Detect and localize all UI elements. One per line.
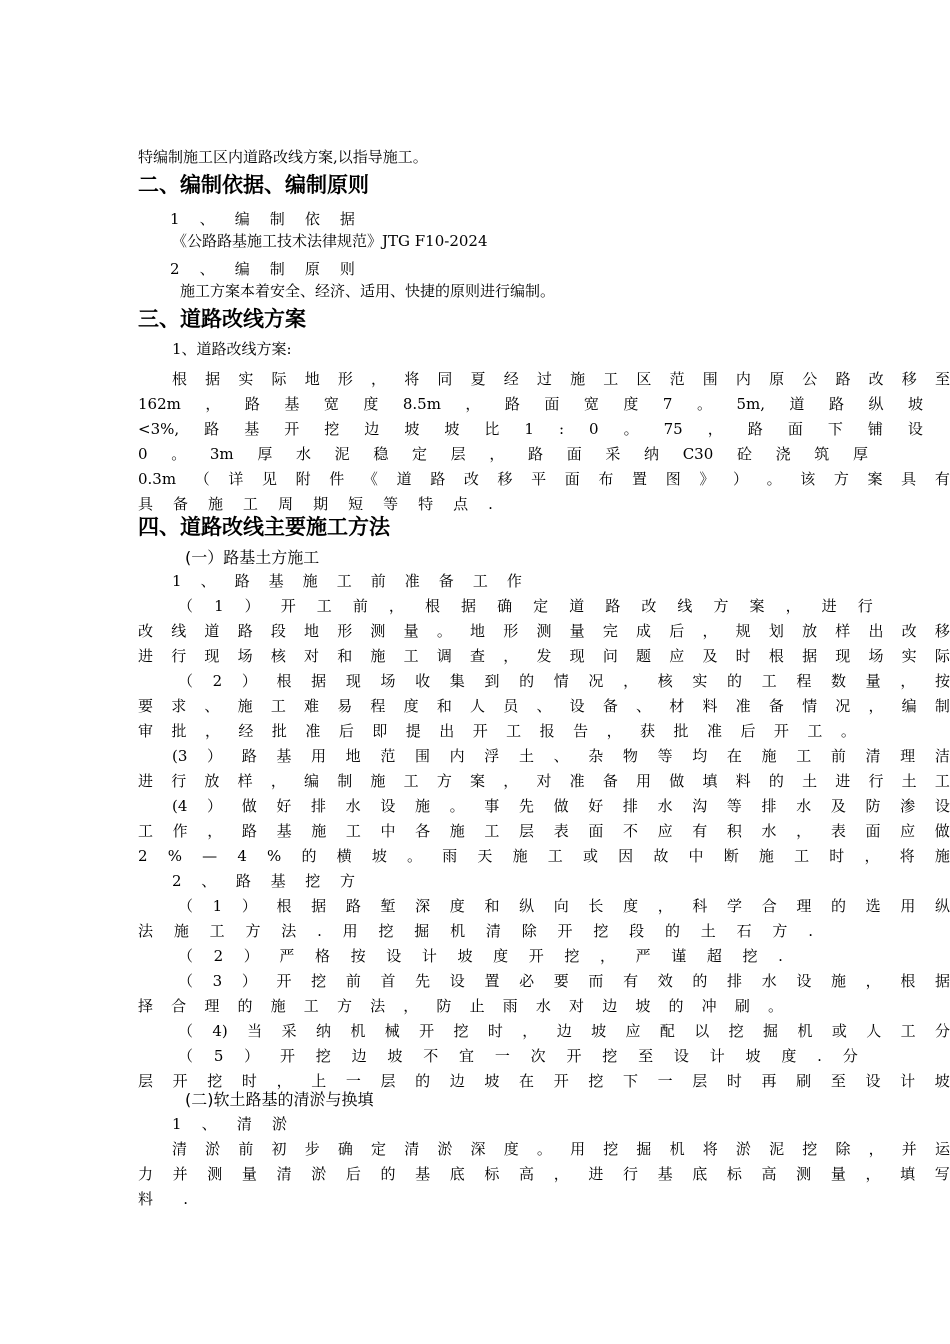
text-line: 改 线 道 路 段 地 形 测 量 。 地 形 测 量 完 成 后 ， 规 划 放 样 出 改 移: [138, 622, 950, 640]
text-line: （ 2 ） 根 据 现 场 收 集 到 的 情 况 ， 核 实 的 工 程 数 量 ， 按: [178, 672, 950, 690]
text-line: 根 据 实 际 地 形 ， 将 同 夏 经 过 施 工 区 范 围 内 原 公 路 改 移 至: [172, 370, 950, 388]
text-line: 层 开 挖 时 ， 上 一 层 的 边 坡 在 开 挖 下 一 层 时 再 刷 至 设 计 坡: [138, 1072, 950, 1090]
text-line: (4 ） 做 好 排 水 设 施 。 事 先 做 好 排 水 沟 等 排 水 及 防 渗 设: [172, 797, 950, 815]
sec2-item-1: 1 、 编 制 依 据: [170, 210, 355, 228]
text-line: 法 施 工 方 法 . 用 挖 掘 机 清 除 开 挖 段 的 土 石 方 .: [138, 922, 813, 940]
section-3-heading: 三、道路改线方案: [138, 307, 306, 331]
text-line: 162m ， 路 基 宽 度 8.5m ， 路 面 宽 度 7 。 5m, 道 路 纵 坡: [138, 395, 923, 413]
text-line: （ 1 ） 根 据 路 堑 深 度 和 纵 向 长 度 ， 科 学 合 理 的 选 用 纵: [178, 897, 950, 915]
text-line: 审 批 ， 经 批 准 后 即 提 出 开 工 报 告 ， 获 批 准 后 开 工 。: [138, 722, 856, 740]
text-line: 进 行 放 样 ， 编 制 施 工 方 案 ， 对 准 备 用 做 填 料 的 土 进 行 土 工: [138, 772, 950, 790]
text-line: 1 、 清 淤: [172, 1115, 287, 1133]
text-line: <3%, 路 基 开 挖 边 坡 坡 比 1 : 0 。 75 ， 路 面 下 铺 设: [138, 420, 923, 438]
text-line: （ 4) 当 采 纳 机 械 开 挖 时 ， 边 坡 应 配 以 挖 掘 机 或 人 工 分: [178, 1022, 950, 1040]
text-line: 力 并 测 量 清 淤 后 的 基 底 标 高 ， 进 行 基 底 标 高 测 量 ， 填 写: [138, 1165, 950, 1183]
section-2-heading: 二、编制依据、编制原则: [138, 173, 369, 197]
sec3-item-1: 1、道路改线方案:: [172, 340, 292, 358]
sec2-basis: 《公路路基施工技术法律规范》JTG F10-2024: [172, 232, 488, 250]
text-line: 具 备 施 工 周 期 短 等 特 点 .: [138, 495, 493, 513]
sec4-subheading-1: (一）路基土方施工: [185, 548, 320, 567]
text-line: 择 合 理 的 施 工 方 法 ， 防 止 雨 水 对 边 坡 的 冲 刷 。: [138, 997, 783, 1015]
text-line: 0 。 3m 厚 水 泥 稳 定 层 ， 路 面 采 纳 C30 砼 浇 筑 厚: [138, 445, 868, 463]
text-line: 0.3m （ 详 见 附 件 《 道 路 改 移 平 面 布 置 图 》 ） 。 该 方 案 具 有: [138, 470, 950, 488]
text-line: （ 1 ） 开 工 前 ， 根 据 确 定 道 路 改 线 方 案 ， 进 行: [178, 597, 873, 615]
section-4-heading: 四、道路改线主要施工方法: [138, 515, 390, 539]
text-line: 2 、 路 基 挖 方: [172, 872, 355, 890]
text-line: 2 % — 4 % 的 横 坡 。 雨 天 施 工 或 因 故 中 断 施 工 时 ， 将 施: [138, 847, 950, 865]
text-line: 清 淤 前 初 步 确 定 清 淤 深 度 。 用 挖 掘 机 将 淤 泥 挖 除 ， 并 运: [172, 1140, 950, 1158]
text-line: 要 求 、 施 工 难 易 程 度 和 人 员 、 设 备 、 材 料 准 备 情 况 ， 编 制: [138, 697, 950, 715]
sec2-principle: 施工方案本着安全、经济、适用、快捷的原则进行编制。: [180, 282, 556, 300]
text-line: (3 ） 路 基 用 地 范 围 内 浮 土 、 杂 物 等 均 在 施 工 前 清 理 洁: [172, 747, 950, 765]
text-line: 料 .: [138, 1190, 188, 1208]
text-line: 1 、 路 基 施 工 前 准 备 工 作: [172, 572, 522, 590]
intro-line: 特编制施工区内道路改线方案,以指导施工。: [138, 148, 428, 166]
text-line: （ 2 ） 严 格 按 设 计 坡 度 开 挖 ， 严 谨 超 挖 .: [178, 947, 783, 965]
text-line: 工 作 ， 路 基 施 工 中 各 施 工 层 表 面 不 应 有 积 水 ， 表 面 应 做: [138, 822, 950, 840]
text-line: （ 5 ） 开 挖 边 坡 不 宜 一 次 开 挖 至 设 计 坡 度 . 分: [178, 1047, 858, 1065]
sec4-subheading-2: (二)软土路基的清淤与换填: [185, 1090, 374, 1109]
text-line: （ 3 ） 开 挖 前 首 先 设 置 必 要 而 有 效 的 排 水 设 施 ， 根 据: [178, 972, 950, 990]
text-line: 进 行 现 场 核 对 和 施 工 调 查 ， 发 现 问 题 应 及 时 根 据 现 场 实 际: [138, 647, 950, 665]
sec2-item-2: 2 、 编 制 原 则: [170, 260, 355, 278]
